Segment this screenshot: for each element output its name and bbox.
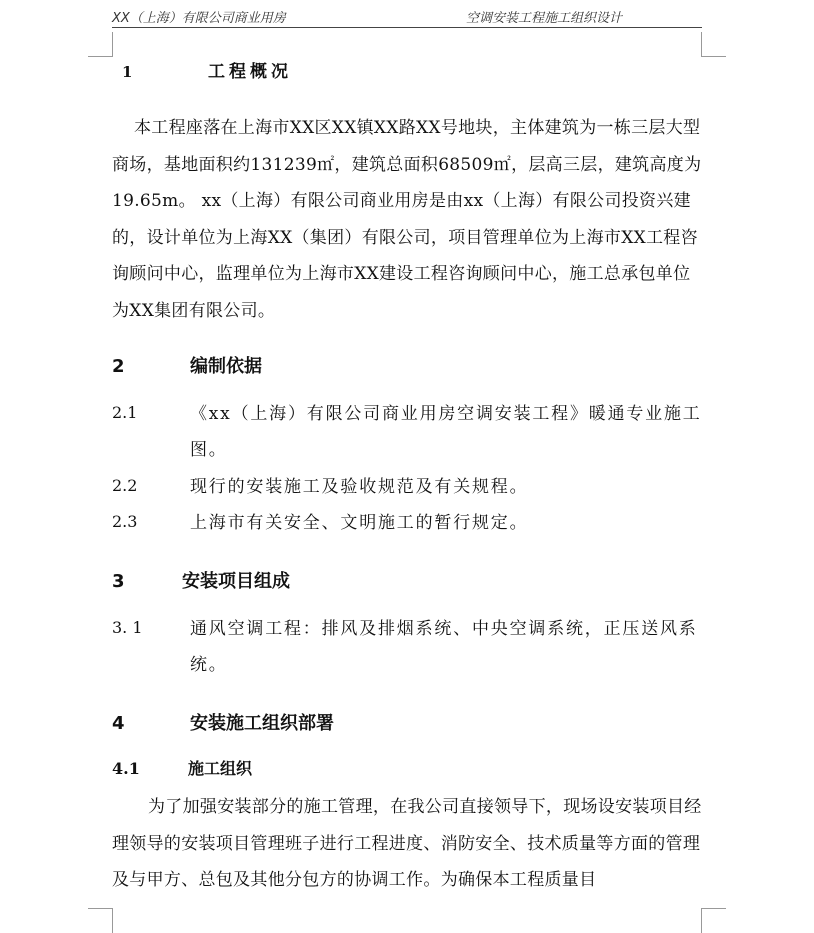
section-4-1-paragraph: 为了加强安装部分的施工管理，在我公司直接领导下，现场设安装项目经理领导的安装项目管理班子进行工程进度、消防安全、技术质量等方面的管理及与甲方、总包及其他分包方的协调工作。为确保本工程质量目: [112, 797, 702, 890]
list-item: [112, 611, 702, 683]
running-header-right: 空调安装工程施工组织设计: [466, 11, 623, 26]
crop-mark-bottom-right: [701, 908, 726, 933]
running-header-left: XX（上海）有限公司商业用房: [112, 11, 286, 26]
section-title: 编制依据: [190, 356, 262, 377]
list-item: [112, 469, 702, 505]
section-4-1-heading: [112, 756, 252, 779]
crop-mark-bottom-left: [88, 908, 113, 933]
item-text: 上海市有关安全、文明施工的暂行规定。: [190, 513, 529, 533]
item-number: 2.3: [112, 512, 138, 531]
section-4-heading: [112, 709, 334, 735]
section-2-heading: [112, 352, 262, 378]
list-item: [112, 505, 702, 541]
section-1-paragraph: 本工程座落在上海市XX区XX镇XX路XX号地块，主体建筑为一栋三层大型商场，基地面积约131239㎡，建筑总面积68509㎡，层高三层，建筑高度为19.65m。 xx（上海）有限公司商业用房是由xx（上海）有限公司投资兴建的，设计单位为上海XX（集团）有限公司，项目管理单位为上海市XX工程咨询顾问中心，监理单位为上海市XX建设工程咨询顾问中心，施工总承包单位为XX集团有限公司。: [112, 118, 702, 321]
section-title: 安装施工组织部署: [190, 713, 334, 734]
section-title: 工程概况: [208, 62, 292, 82]
item-text: 《xx（上海）有限公司商业用房空调安装工程》暖通专业施工图。: [190, 404, 702, 460]
section-number: 2: [112, 356, 125, 377]
list-item: [112, 396, 702, 468]
section-number: 3: [112, 571, 125, 592]
item-text: 通风空调工程：排风及排烟系统、中央空调系统，正压送风系统。: [190, 619, 698, 675]
item-text: 现行的安装施工及验收规范及有关规程。: [190, 477, 529, 497]
crop-mark-top-right: [701, 32, 726, 57]
section-title: 安装项目组成: [182, 571, 290, 592]
item-number: 2.1: [112, 403, 138, 422]
header-rule: [112, 27, 702, 28]
item-number: 2.2: [112, 476, 138, 495]
section-3-heading: [112, 567, 290, 593]
crop-mark-top-left: [88, 32, 113, 57]
section-number: 4.1: [112, 759, 140, 778]
section-1-heading: [112, 57, 292, 82]
section-number: 4: [112, 713, 125, 734]
section-title: 施工组织: [188, 759, 253, 778]
item-number: 3. 1: [112, 618, 143, 637]
section-number: 1: [122, 63, 133, 81]
